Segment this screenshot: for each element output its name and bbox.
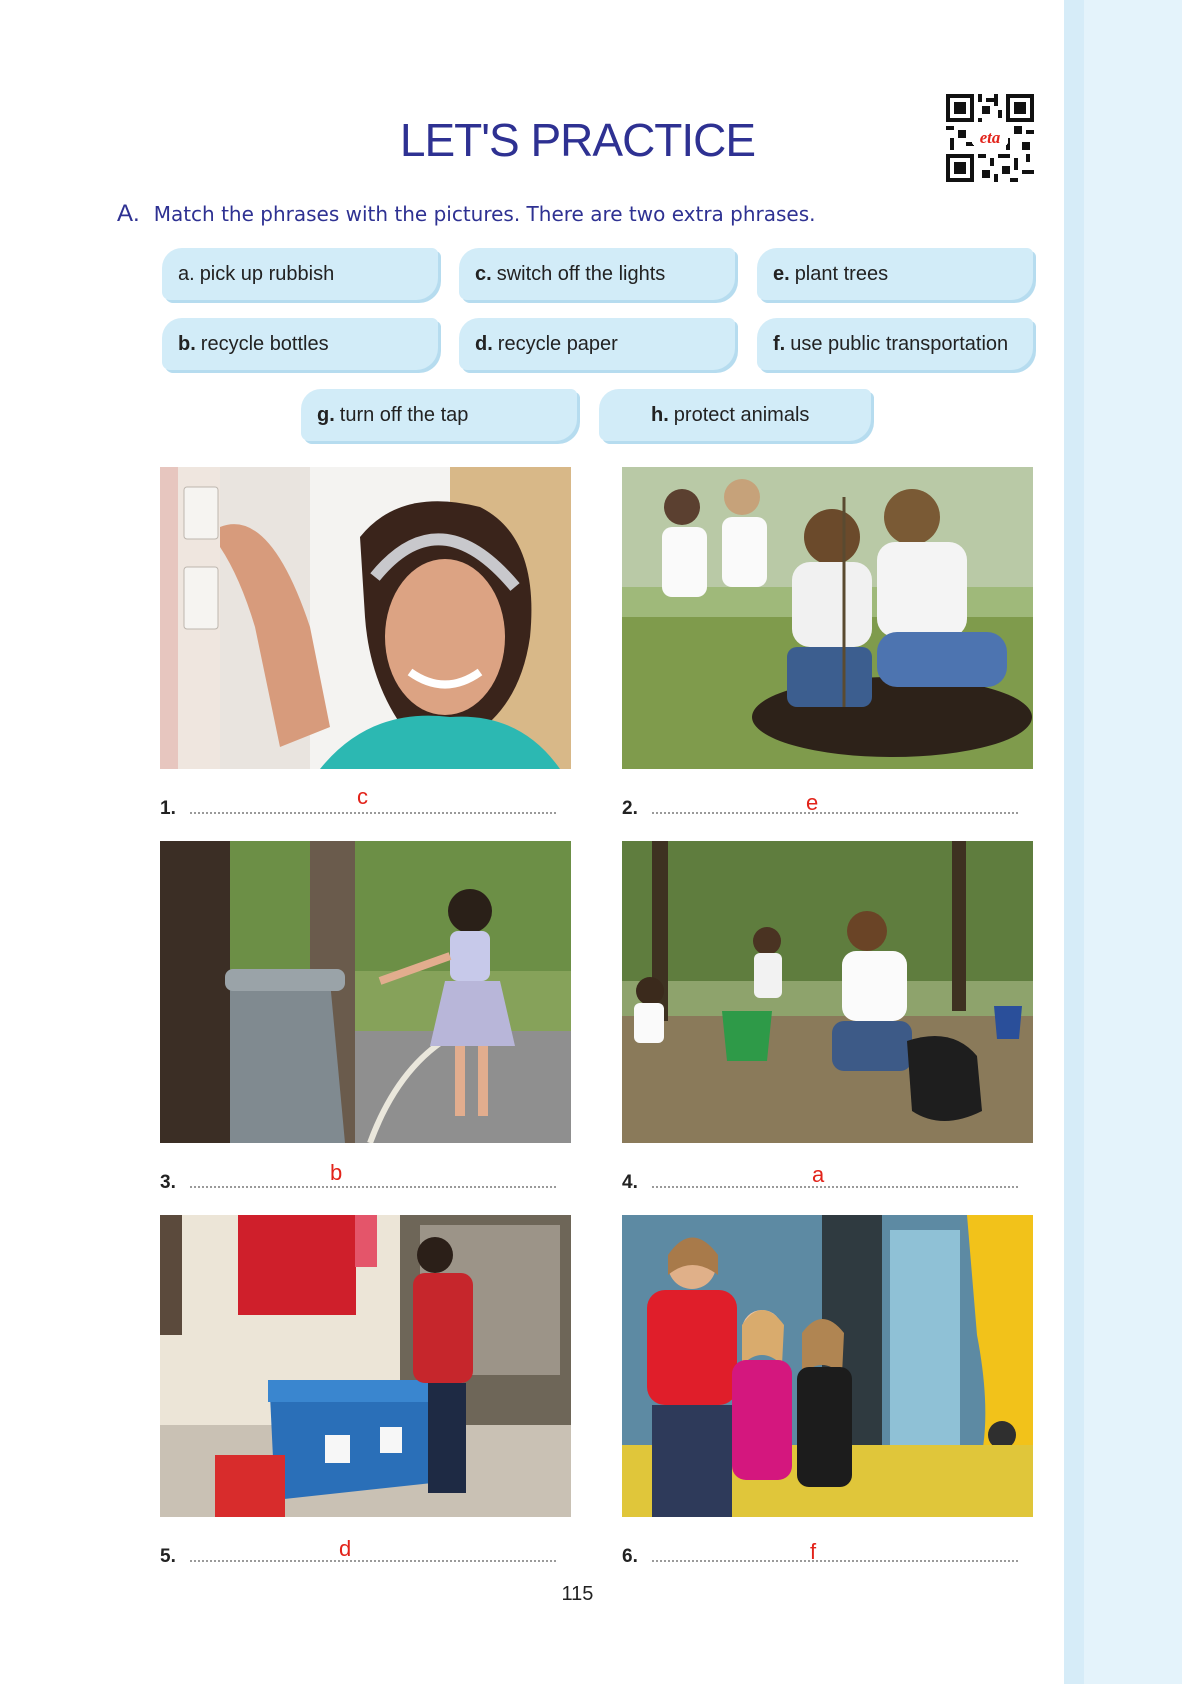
answer-text: c — [357, 784, 368, 809]
answer-line[interactable] — [652, 1186, 1018, 1188]
photo-planting-trees — [622, 467, 1033, 769]
phrase-letter: g. — [317, 403, 335, 426]
item-number: 5. — [160, 1546, 176, 1567]
item-number: 6. — [622, 1546, 638, 1567]
phrase-letter: d. — [475, 332, 493, 355]
qr-code-icon[interactable] — [946, 94, 1034, 182]
phrase-a — [162, 248, 438, 300]
phrase-letter: a. — [178, 262, 195, 285]
phrase-text: turn off the tap — [339, 403, 469, 426]
exercise-letter: A. — [117, 200, 140, 227]
phrase-b — [162, 318, 438, 370]
answer-text: e — [806, 790, 819, 815]
phrase-text: recycle bottles — [200, 332, 329, 355]
page-title: LET'S PRACTICE — [399, 114, 756, 166]
svg-text:eta: eta — [979, 127, 1001, 147]
item-number: 3. — [160, 1172, 176, 1193]
phrase-letter: f. — [773, 332, 786, 355]
instruction — [117, 200, 816, 228]
phrase-e — [757, 248, 1033, 300]
item-number: 1. — [160, 798, 176, 819]
phrase-h — [599, 389, 871, 441]
phrase-letter: h. — [651, 403, 669, 426]
item-number: 4. — [622, 1172, 638, 1193]
phrase-d — [459, 318, 735, 370]
answer-line[interactable] — [190, 1186, 556, 1188]
answer-line[interactable] — [190, 1560, 556, 1562]
side-strip-inner — [1084, 0, 1182, 1684]
phrase-g — [301, 389, 577, 441]
answer-text: b — [330, 1160, 343, 1185]
phrase-text: protect animals — [673, 403, 810, 426]
item-number: 2. — [622, 798, 638, 819]
instruction-text: Match the phrases with the pictures. There are two extra phrases. — [153, 202, 816, 226]
photo-recycling-paper — [160, 1215, 571, 1517]
phrase-letter: c. — [475, 262, 492, 285]
phrase-text: recycle paper — [497, 332, 618, 355]
phrase-text: pick up rubbish — [199, 262, 335, 285]
answer-text: f — [810, 1539, 817, 1564]
answer-text: d — [339, 1536, 352, 1561]
page-number: 115 — [561, 1583, 594, 1605]
answer-text: a — [812, 1162, 825, 1187]
phrase-f — [757, 318, 1033, 370]
phrase-c — [459, 248, 735, 300]
photo-girl-light-switch — [160, 467, 571, 769]
phrase-text: switch off the lights — [496, 262, 666, 285]
photo-picking-up-rubbish — [622, 841, 1033, 1143]
phrase-text: plant trees — [794, 262, 889, 285]
phrase-letter: b. — [178, 332, 196, 355]
answer-line[interactable] — [190, 812, 556, 814]
photo-recycling-bottle — [160, 841, 571, 1143]
phrase-letter: e. — [773, 262, 790, 285]
answer-line[interactable] — [652, 1560, 1018, 1562]
phrase-text: use public transportation — [790, 332, 1009, 355]
photo-public-transport — [622, 1215, 1033, 1517]
answer-line[interactable] — [652, 812, 1018, 814]
